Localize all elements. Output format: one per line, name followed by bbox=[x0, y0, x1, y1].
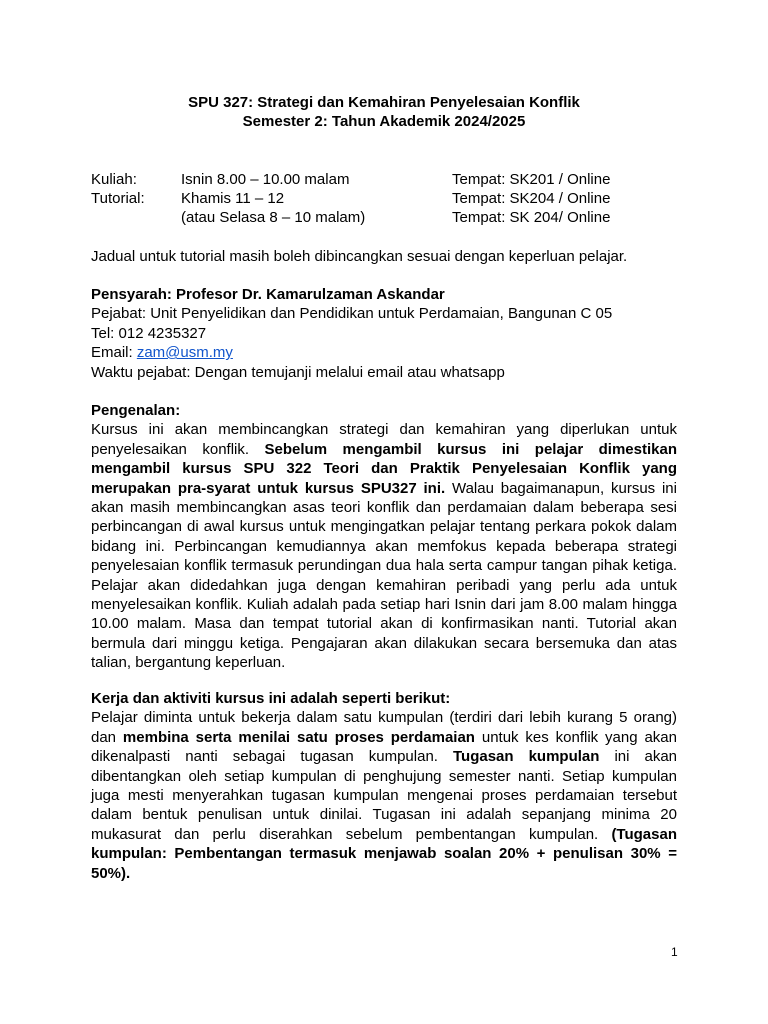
email-link[interactable]: zam@usm.my bbox=[136, 344, 233, 362]
schedule-place: Tempat: SK 204/ Online bbox=[452, 209, 611, 226]
page-number: 1 bbox=[671, 945, 678, 959]
lecturer-tel: Tel: 012 4235327 bbox=[91, 324, 207, 342]
schedule-place: Tempat: SK204 / Online bbox=[452, 190, 611, 207]
intro-prerequisite: Sebelum mengambil kursus ini pelajar dimestikan mengambil kursus SPU 322 Teori dan Praktik Penyelesaian Konflik yang merupakan pra-syarat untuk kursus SPU327 ini. bbox=[91, 440, 677, 497]
intro-heading: Pengenalan: bbox=[91, 402, 181, 419]
activities-grading: (Tugasan kumpulan: Pembentangan termasuk menjawab soalan 20% + penulisan 30% = 50%). bbox=[91, 825, 677, 882]
intro-section bbox=[91, 401, 677, 673]
intro-text-2: Walau bagaimanapun, kursus ini akan masih membincangkan asas teori konflik dan perdamaian dalam beberapa sesi perbincangan di awal kursus untuk mengingatkan pelajar tentang perkara pokok dalam bidang ini. Perbincangan kemudiannya akan memfokus kepada beberapa strategi penyelesaian konflik termasuk perundingan dua hala serta campur tangan pihak ketiga. Pelajar akan didedahkan juga dengan kemahiran peribadi yang perlu ada untuk menyelesaikan konflik. Kuliah adalah pada setiap hari Isnin dari jam 8.00 malam hingga 10.00 malam. Masa dan tempat tutorial akan di konfirmasikan nanti. Tutorial akan bermula dari minggu ketiga. Pengajaran akan dilakukan secara bersemuka dan atas talian, bergantung keperluan. bbox=[91, 479, 677, 672]
activities-bold-2: Tugasan kumpulan bbox=[452, 748, 600, 766]
schedule-time: (atau Selasa 8 – 10 malam) bbox=[181, 209, 366, 226]
course-title: SPU 327: Strategi dan Kemahiran Penyelesaian Konflik bbox=[188, 94, 580, 111]
schedule-note: Jadual untuk tutorial masih boleh dibincangkan sesuai dengan keperluan pelajar. bbox=[91, 248, 628, 265]
lecturer-contact bbox=[91, 285, 691, 382]
intro-text-1: Kursus ini akan membincangkan strategi dan kemahiran yang diperlukan untuk penyelesaikan konflik. bbox=[91, 421, 677, 458]
schedule-row-lecture bbox=[91, 170, 691, 189]
email-label: Email: bbox=[91, 344, 137, 362]
schedule-time: Khamis 11 – 12 bbox=[181, 190, 285, 207]
activities-paragraph bbox=[91, 708, 677, 883]
activities-text-1: Pelajar diminta untuk bekerja dalam satu kumpulan (terdiri dari lebih kurang 5 orang) dan bbox=[91, 709, 677, 746]
activities-section bbox=[91, 689, 677, 883]
lecturer-office-hours: Waktu pejabat: Dengan temujanji melalui email atau whatsapp bbox=[91, 363, 505, 381]
schedule-row-tutorial-alt bbox=[91, 208, 691, 227]
activities-text-2: untuk kes konflik yang akan dikenalpasti nanti sebagai tugasan kumpulan. bbox=[91, 728, 677, 766]
schedule-time: Isnin 8.00 – 10.00 malam bbox=[181, 171, 350, 188]
lecturer-email-line bbox=[91, 343, 691, 362]
intro-paragraph bbox=[91, 420, 677, 672]
activities-bold-1: membina serta menilai satu proses perdamaian bbox=[122, 728, 475, 746]
schedule-place: Tempat: SK201 / Online bbox=[452, 171, 611, 188]
activities-text-3: ini akan dibentangkan oleh setiap kumpulan di penghujung semester nanti. Setiap kumpulan juga mesti menyerahkan tugasan kumpulan mengenai proses perdamaian tersebut dalam bentuk penulisan untuk dinilai. Tugasan ini adalah sepanjang minima 20 mukasurat dan perlu diserahkan sebelum pembentangan kumpulan. bbox=[91, 748, 677, 843]
activities-heading: Kerja dan aktiviti kursus ini adalah seperti berikut: bbox=[91, 690, 451, 707]
lecturer-office: Pejabat: Unit Penyelidikan dan Pendidikan untuk Perdamaian, Bangunan C 05 bbox=[91, 305, 613, 323]
schedule-row-tutorial bbox=[91, 189, 691, 208]
schedule-label: Kuliah: bbox=[91, 171, 137, 188]
lecturer-heading: Pensyarah: Profesor Dr. Kamarulzaman Askandar bbox=[91, 286, 445, 303]
schedule-label: Tutorial: bbox=[91, 190, 145, 207]
semester-title: Semester 2: Tahun Akademik 2024/2025 bbox=[242, 113, 526, 130]
